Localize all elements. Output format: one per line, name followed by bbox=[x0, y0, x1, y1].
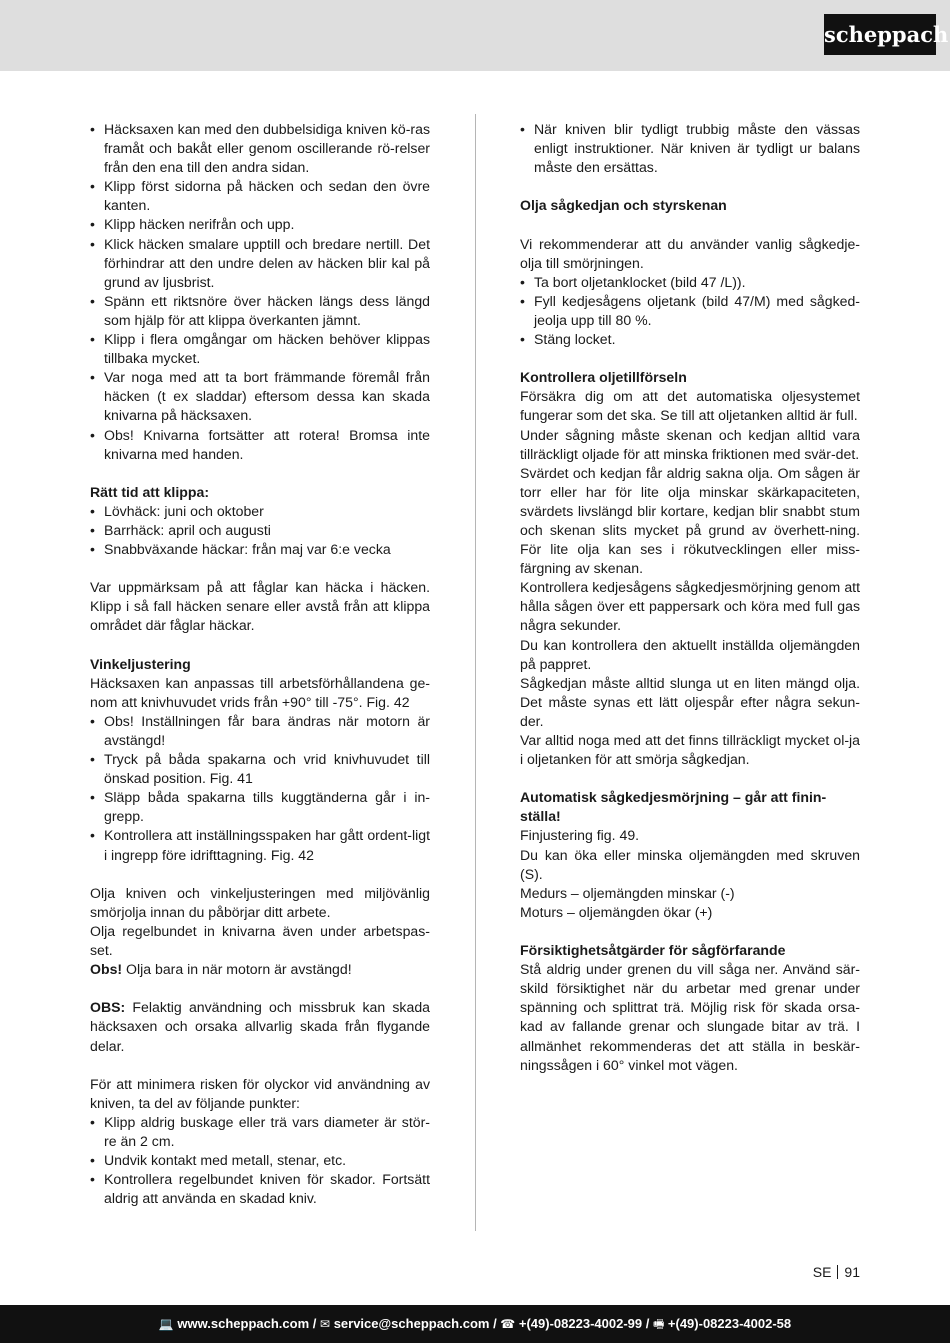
bullet-item: • Klipp aldrig buskage eller trä vars diameter är stör-re än 2 cm. bbox=[90, 1113, 430, 1151]
section-heading: Kontrollera oljetillförseln bbox=[520, 369, 687, 386]
paragraph: Häcksaxen kan anpassas till arbetsförhållandena ge-nom att knivhuvudet vrids från +90° till -75°. Fig. 42 bbox=[90, 674, 430, 710]
bullet-item: • Stäng locket. bbox=[520, 330, 860, 349]
bullet-item: • Fyll kedjesågens oljetank (bild 47/M) med sågked-jeolja upp till 80 %. bbox=[520, 292, 860, 330]
phone-number: +(49)-08223-4002-99 bbox=[518, 1316, 643, 1331]
language-code: SE bbox=[812, 1264, 832, 1280]
footer-separator: / bbox=[489, 1316, 501, 1331]
spacer bbox=[520, 215, 860, 234]
page-number bbox=[770, 1264, 860, 1280]
bullet-item: • Obs! Knivarna fortsätter att rotera! Bromsa inte knivarna med handen. bbox=[90, 426, 430, 464]
bullet-item: • Kontrollera att inställningsspaken har gått ordent-ligt i ingrepp före idrifttagning. Fig. 42 bbox=[90, 826, 430, 864]
paragraph: Sågkedjan måste alltid slunga ut en liten mängd olja. Det måste synas ett lätt oljespår efter några sekun-der. bbox=[520, 674, 860, 729]
section-heading: Rätt tid att klippa: bbox=[90, 483, 210, 500]
spacer bbox=[520, 922, 860, 941]
paragraph: Var uppmärksam på att fåglar kan häcka i häcken. Klipp i så fall häcken senare eller avstå från att klippa området där fåglar häckar. bbox=[90, 579, 430, 634]
bullet-item: • Klipp häcken nerifrån och upp. bbox=[90, 215, 430, 234]
bullet-list bbox=[520, 120, 860, 177]
spacer bbox=[520, 177, 860, 196]
paragraph: Svärdet och kedjan får aldrig sakna olja. Om sågen är torr eller har för lite olja minskar skärkapaciteten, svärdets livslängd blir kortare, kedjan blir snabbt stum och skenan slits mycket på grund av överhett-ning. För lite olja kan ses i rökutvecklingen eller miss-färgning av skenan. bbox=[520, 464, 860, 577]
right-column bbox=[520, 120, 860, 1075]
bullet-item: • Häcksaxen kan med den dubbelsidiga kniven kö-ras framåt och bakåt eller genom oscillerande rö-relser från den ena till den andra sidan. bbox=[90, 120, 430, 177]
section-heading: Olja sågkedjan och styrskenan bbox=[520, 197, 727, 214]
page-number-separator bbox=[837, 1265, 838, 1279]
bullet-item: • Obs! Inställningen får bara ändras när motorn är avstängd! bbox=[90, 712, 430, 750]
paragraph: Olja kniven och vinkeljusteringen med miljövänlig smörjolja innan du påbörjar ditt arbete. bbox=[90, 884, 430, 920]
section-heading: Automatisk sågkedjesmörjning – går att finin-ställa! bbox=[520, 789, 827, 825]
footer-separator: / bbox=[309, 1316, 320, 1331]
paragraph: Olja regelbundet in knivarna även under arbetspas-set. bbox=[90, 922, 430, 959]
bullet-list bbox=[90, 1113, 430, 1208]
bullet-list bbox=[520, 273, 860, 349]
bullet-item: • Spänn ett riktsnöre över häcken längs dess längd som hjälp för att klippa överkanten jämnt. bbox=[90, 292, 430, 330]
page-number-value: 91 bbox=[844, 1264, 860, 1280]
footer-contact-bar bbox=[0, 1305, 950, 1343]
paragraph: För att minimera risken för olyckor vid användning av kniven, ta del av följande punkter: bbox=[90, 1075, 430, 1111]
bullet-item: • Snabbväxande häckar: från maj var 6:e vecka bbox=[90, 540, 430, 559]
bullet-item: • Tryck på båda spakarna och vrid knivhuvudet till önskad position. Fig. 41 bbox=[90, 750, 430, 788]
bullet-item: • Barrhäck: april och augusti bbox=[90, 521, 430, 540]
bold-lead: Obs! bbox=[90, 961, 123, 978]
phone-icon: ☎ bbox=[500, 1317, 516, 1331]
section-heading: Försiktighetsåtgärder för sågförfarande bbox=[520, 942, 786, 959]
bullet-item: • Släpp båda spakarna tills kuggtänderna går i in-grepp. bbox=[90, 788, 430, 826]
bullet-item: • Klipp i flera omgångar om häcken behöver klippas tillbaka mycket. bbox=[90, 330, 430, 368]
bullet-list bbox=[90, 712, 430, 865]
header-bar bbox=[0, 0, 950, 71]
spacer bbox=[90, 636, 430, 655]
paragraph: Moturs – oljemängden ökar (+) bbox=[520, 903, 713, 920]
fax-number: +(49)-08223-4002-58 bbox=[667, 1316, 792, 1331]
spacer bbox=[90, 464, 430, 483]
paragraph-text: Felaktig användning och missbruk kan skada häcksaxen och orsaka allvarlig skada från flygande delar. bbox=[90, 999, 430, 1054]
left-column bbox=[90, 120, 430, 1208]
paragraph: Kontrollera kedjesågens sågkedjesmörjning genom att hålla sågen över ett pappersark och köra med full gas några sekunder. bbox=[520, 579, 860, 634]
paragraph: Finjustering fig. 49. bbox=[520, 827, 640, 844]
bullet-list bbox=[90, 120, 430, 464]
spacer bbox=[90, 979, 430, 998]
scheppach-logo: scheppach bbox=[824, 14, 936, 55]
spacer bbox=[520, 769, 860, 788]
section-heading: Vinkeljustering bbox=[90, 655, 191, 672]
email-icon: ✉ bbox=[320, 1317, 331, 1331]
bullet-item: • Ta bort oljetanklocket (bild 47 /L)). bbox=[520, 273, 860, 292]
paragraph bbox=[90, 960, 430, 979]
bullet-item: • Var noga med att ta bort främmande föremål från häcken (t ex sladdar) eftersom dessa kan skada knivarna på häcksaxen. bbox=[90, 368, 430, 425]
paragraph: Stå aldrig under grenen du vill såga ner. Använd sär-skild försiktighet när du arbetar med grenar under spänning och splittrat trä. Möjlig risk för skada orsa-kad av fallande grenar och slungade bitar av trä. I allmänhet rekommenderas det att ställa in beskär-ningssågen i 60° vinkel mot vägen. bbox=[520, 961, 860, 1073]
paragraph: Du kan öka eller minska oljemängden med skruven (S). bbox=[520, 846, 860, 882]
website-link[interactable]: www.scheppach.com bbox=[177, 1316, 310, 1331]
bullet-list bbox=[90, 502, 430, 559]
fax-icon: 🖷 bbox=[652, 1317, 665, 1331]
bold-lead: OBS: bbox=[90, 999, 126, 1016]
paragraph: Du kan kontrollera den aktuellt inställda oljemängden på pappret. bbox=[520, 636, 860, 672]
footer-separator: / bbox=[642, 1316, 653, 1331]
bullet-item: • Undvik kontakt med metall, stenar, etc. bbox=[90, 1151, 430, 1170]
spacer bbox=[90, 865, 430, 884]
email-link[interactable]: service@scheppach.com bbox=[333, 1316, 490, 1331]
spacer bbox=[90, 1056, 430, 1075]
paragraph bbox=[90, 998, 430, 1055]
paragraph: Medurs – oljemängden minskar (-) bbox=[520, 884, 735, 901]
bullet-item: • När kniven blir tydligt trubbig måste den vässas enligt instruktioner. När kniven är tydligt ur balans måste den ersättas. bbox=[520, 120, 860, 177]
paragraph-text: Olja bara in när motorn är avstängd! bbox=[122, 961, 352, 978]
paragraph: Var alltid noga med att det finns tillräckligt mycket ol-ja i oljetanken för att smörja sågkedjan. bbox=[520, 732, 860, 768]
bullet-item: • Klipp först sidorna på häcken och sedan den övre kanten. bbox=[90, 177, 430, 215]
column-divider bbox=[475, 114, 476, 1231]
computer-icon: 💻 bbox=[158, 1317, 174, 1331]
bullet-item: • Lövhäck: juni och oktober bbox=[90, 502, 430, 521]
paragraph: Vi rekommenderar att du använder vanlig sågkedje-olja till smörjningen. bbox=[520, 235, 860, 271]
spacer bbox=[90, 559, 430, 578]
paragraph: Under sågning måste skenan och kedjan alltid vara tillräckligt oljade för att minska friktionen med svär-det. bbox=[520, 426, 860, 462]
bullet-item: • Kontrollera regelbundet kniven för skador. Fortsätt aldrig att använda en skadad kniv. bbox=[90, 1170, 430, 1208]
bullet-item: • Klick häcken smalare upptill och bredare nertill. Det förhindrar att den undre delen av häcken blir kal på grund av ljusbrist. bbox=[90, 235, 430, 292]
paragraph: Försäkra dig om att det automatiska oljesystemet fungerar som det ska. Se till att oljetanken alltid är full. bbox=[520, 388, 860, 424]
spacer bbox=[520, 349, 860, 368]
